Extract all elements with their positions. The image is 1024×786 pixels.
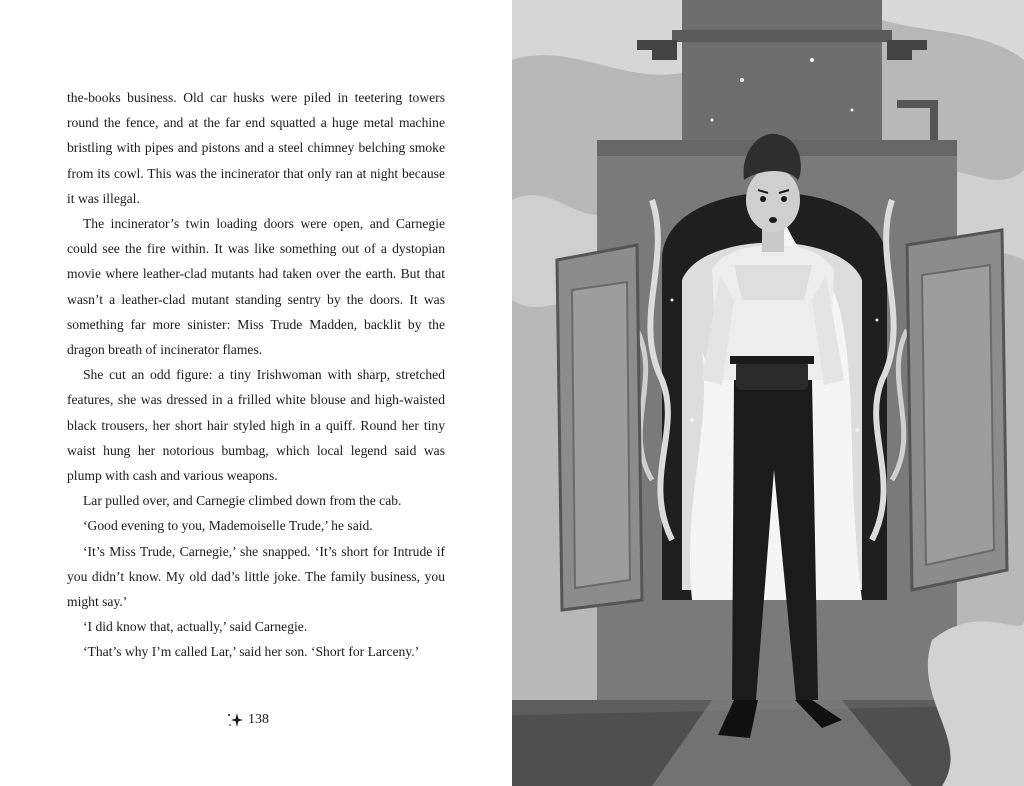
sparkle-star-icon (226, 711, 244, 729)
paragraph: ‘Good evening to you, Mademoiselle Trude,’ he said. (83, 518, 373, 534)
page-footer (226, 711, 269, 729)
body-text (67, 85, 445, 665)
illustration-art (512, 0, 1024, 786)
paragraph: ‘It’s Miss Trude, Carnegie,’ she snapped. ‘It’s short for Intrude if you didn’t know. My old dad’s little joke. The family business, you might say.’ (67, 543, 445, 610)
paragraph: ‘That’s why I’m called Lar,’ said her son. ‘Short for Larceny.’ (83, 644, 420, 660)
paragraph: She cut an odd figure: a tiny Irishwoman with sharp, stretched features, she was dressed in a frilled white blouse and high-waisted black trousers, her short hair styled high in a quiff. Round her tiny waist hung her notorious bumbag, which local legend said was plump with cash and various weapons. (67, 367, 445, 484)
paragraph: the-books business. Old car husks were piled in teetering towers round the fence, and at the far end squatted a huge metal machine bristling with pipes and pistons and a steel chimney belching smoke from its cowl. This was the incinerator that only ran at night because it was illegal. (67, 90, 445, 206)
illustration-incinerator (512, 0, 1024, 786)
paragraph: Lar pulled over, and Carnegie climbed down from the cab. (83, 493, 402, 509)
paragraph: ‘I did know that, actually,’ said Carnegie. (83, 619, 308, 635)
paragraph: The incinerator’s twin loading doors were open, and Carnegie could see the fire within. It was like something out of a dystopian movie where leather-clad mutants had taken over the earth. But that wasn’t a leather-clad mutant standing sentry by the doors. It was something far more sinister: Miss Trude Madden, backlit by the dragon breath of incinerator flames. (67, 216, 445, 358)
page-number: 138 (248, 712, 269, 727)
